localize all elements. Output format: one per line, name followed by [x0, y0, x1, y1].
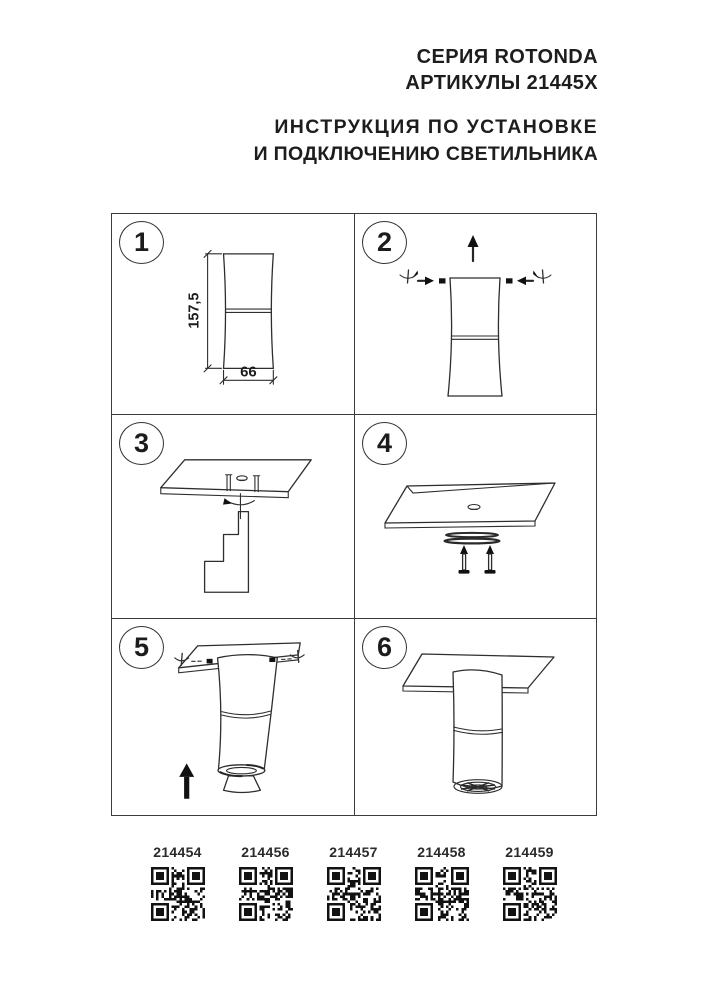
- screw-up-right-icon: [485, 545, 496, 574]
- article-qr-block: [238, 845, 294, 921]
- step-5-panel: [112, 619, 355, 815]
- article-qr-block: [414, 845, 470, 921]
- up-arrow-icon: [468, 235, 479, 261]
- qr-code: [239, 867, 293, 921]
- step-number: 1: [133, 227, 150, 257]
- article-qr-block: [150, 845, 206, 921]
- article-code: 214454: [153, 844, 202, 860]
- qr-code: [415, 867, 469, 921]
- series-title: СЕРИЯ ROTONDA: [416, 46, 598, 68]
- left-screw-icon: [175, 653, 213, 665]
- qr-code-row: [0, 845, 707, 921]
- mounting-plate-drawing: [161, 460, 311, 498]
- up-arrow-icon: [179, 763, 194, 798]
- keyhole-slot: [468, 505, 480, 510]
- lamp-body-drawing: [453, 670, 502, 789]
- step-3-panel: [112, 415, 355, 619]
- step-number: 3: [133, 428, 150, 458]
- left-screw-icon: [400, 270, 418, 283]
- step-4-panel: [355, 415, 596, 619]
- stepped-key-drawing: [205, 512, 249, 593]
- mounting-plate-key-drawing: [112, 415, 354, 618]
- articles-title: АРТИКУЛЫ 21445X: [405, 72, 598, 94]
- width-dimension: [220, 363, 277, 384]
- keyhole-slot: [237, 476, 247, 481]
- lamp-dimensions-drawing: [112, 214, 354, 414]
- article-code: 214459: [505, 844, 554, 860]
- step-number: 5: [133, 632, 150, 662]
- lamp-body-drawing: [218, 655, 278, 773]
- step-number: 6: [376, 632, 393, 662]
- lamp-trim-ring-drawing: [218, 765, 265, 776]
- mounting-ring-drawing: [445, 533, 500, 544]
- instruction-title-line2: И ПОДКЛЮЧЕНИЮ СВЕТИЛЬНИКА: [253, 143, 598, 165]
- steps-grid: [111, 213, 597, 816]
- step-number: 2: [376, 227, 393, 257]
- step-6-panel: [355, 619, 596, 815]
- plate-ring-screws-drawing: [355, 415, 596, 619]
- instruction-title: [254, 114, 598, 168]
- document-header: [405, 44, 598, 96]
- step-number: 4: [376, 428, 393, 458]
- height-dimension-label: 157,5: [186, 292, 203, 329]
- lamp-body-drawing: [224, 254, 274, 369]
- article-code: 214458: [417, 844, 466, 860]
- article-code: 214457: [329, 844, 378, 860]
- width-dimension-label: 66: [240, 363, 257, 381]
- assembled-lamp-drawing: [355, 619, 596, 815]
- right-screw-icon: [533, 270, 551, 283]
- left-insert-arrow-icon: [418, 277, 446, 286]
- side-screws-drawing: [355, 214, 596, 415]
- lamp-body-drawing: [448, 278, 502, 396]
- plate-pins: [226, 475, 260, 492]
- step-1-panel: [112, 214, 355, 415]
- qr-code: [327, 867, 381, 921]
- qr-code: [503, 867, 557, 921]
- article-qr-block: [502, 845, 558, 921]
- instruction-title-line1: ИНСТРУКЦИЯ ПО УСТАНОВКЕ: [274, 116, 598, 138]
- screw-up-left-icon: [459, 545, 470, 574]
- height-dimension: [187, 250, 222, 371]
- right-insert-arrow-icon: [506, 277, 533, 286]
- step-2-panel: [355, 214, 596, 415]
- article-qr-block: [326, 845, 382, 921]
- article-code: 214456: [241, 844, 290, 860]
- attach-lamp-drawing: [112, 619, 354, 814]
- diffuser-cone-drawing: [224, 776, 261, 793]
- qr-code: [151, 867, 205, 921]
